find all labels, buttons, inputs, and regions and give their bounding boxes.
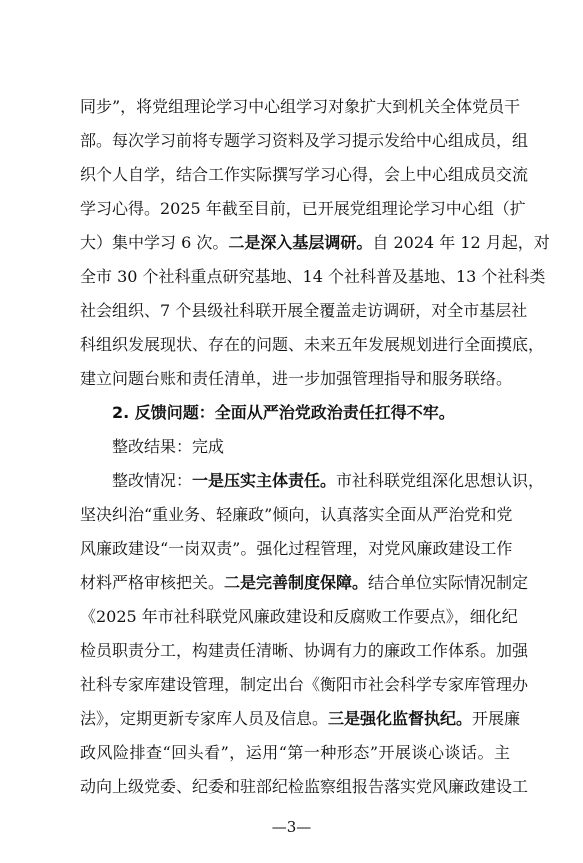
emphasis-text: 一是压实主体责任。 — [192, 471, 337, 490]
paragraph-line: 《2025 年市社科联党风廉政建设和反腐败工作要点》，细化纪 — [80, 607, 518, 626]
paragraph-line: 风廉政建设“一岗双责”。强化过程管理，对党风廉政建设工作 — [80, 539, 513, 558]
paragraph-line: 动向上级党委、纪委和驻部纪检监察组报告落实党风廉政建设工 — [80, 777, 529, 796]
paragraph-line: 整改情况：一是压实主体责任。市社科联党组深化思想认识， — [112, 471, 545, 490]
paragraph-line: 科组织发展现状、存在的问题、未来五年发展规划进行全面摸底， — [80, 335, 545, 354]
emphasis-text: 三是强化监督执纪。 — [328, 709, 473, 728]
paragraph-line: 全市 30 个社科重点研究基地、14 个社科普及基地、13 个社科类 — [80, 267, 546, 286]
section-heading: 2. 反馈问题：全面从严治党政治责任扛得不牢。 — [112, 403, 455, 422]
emphasis-text: 二是完善制度保障。 — [224, 573, 369, 592]
paragraph-line: 同步”，将党组理论学习中心组学习对象扩大到机关全体党员干 — [80, 97, 521, 116]
paragraph-line: 材料严格审核把关。二是完善制度保障。结合单位实际情况制定 — [80, 573, 529, 592]
paragraph-line: 社会组织、7 个县级社科联开展全覆盖走访调研，对全市基层社 — [80, 301, 528, 320]
paragraph-line: 坚决纠治“重业务、轻廉政”倾向，认真落实全面从严治党和党 — [80, 505, 513, 524]
paragraph-line: 织个人自学，结合工作实际撰写学习心得，会上中心组成员交流 — [80, 165, 529, 184]
page-number: —3— — [271, 818, 312, 836]
paragraph-line: 建立问题台账和责任清单，进一步加强管理指导和服务联络。 — [80, 369, 513, 388]
emphasis-text: 二是深入基层调研。 — [228, 233, 373, 252]
paragraph-line: 法》，定期更新专家库人员及信息。三是强化监督执纪。开展廉 — [80, 709, 521, 728]
paragraph-line: 大）集中学习 6 次。二是深入基层调研。自 2024 年 12 月起，对 — [80, 233, 550, 252]
paragraph-line: 检员职责分工，构建责任清晰、协调有力的廉政工作体系。加强 — [80, 641, 529, 660]
paragraph-line: 部。每次学习前将专题学习资料及学习提示发给中心组成员，组 — [80, 131, 529, 150]
paragraph-line: 政风险排查“回头看”，运用“第一种形态”开展谈心谈话。主 — [80, 743, 510, 762]
result-line: 整改结果：完成 — [112, 437, 225, 456]
paragraph-line: 社科专家库建设管理，制定出台《衡阳市社会科学专家库管理办 — [80, 675, 529, 694]
paragraph-line: 学习心得。2025 年截至目前，已开展党组理论学习中心组（扩 — [80, 199, 526, 218]
